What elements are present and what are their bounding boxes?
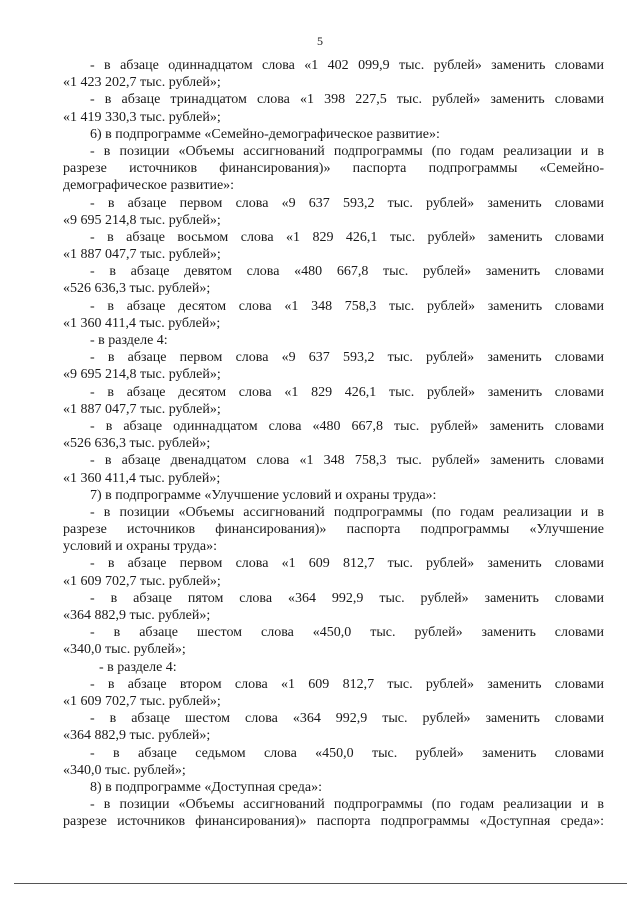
text-line: - в абзаце одиннадцатом слова «1 402 099,9 тыс. рублей» заменить словами	[90, 58, 604, 73]
text-line: разрезе источников финансирования)» паспорта подпрограммы «Доступная среда»:	[63, 814, 604, 830]
text-line: - в разделе 4:	[90, 333, 168, 348]
text-line: - в абзаце пятом слова «364 992,9 тыс. рублей» заменить словами	[90, 590, 604, 606]
page-number: 5	[317, 34, 323, 48]
text-line: «364 882,9 тыс. рублей»;	[63, 608, 211, 623]
text-line: «1 609 702,7 тыс. рублей»;	[63, 693, 221, 709]
text-line: «1 360 411,4 тыс. рублей»;	[63, 315, 221, 331]
text-line: - в абзаце шестом слова «450,0 тыс. рублей» заменить словами	[90, 625, 604, 641]
text-line: разрезе источников финансирования)» паспорта подпрограммы «Семейно-	[63, 161, 604, 177]
document-body	[63, 57, 604, 830]
scan-edge-line	[14, 883, 627, 884]
text-line: 6) в подпрограмме «Семейно-демографическое развитие»:	[90, 126, 440, 142]
text-line: - в позиции «Объемы ассигнований подпрограммы (по годам реализации и в	[90, 504, 604, 520]
text-line: «364 882,9 тыс. рублей»;	[63, 728, 211, 744]
text-line: «9 695 214,8 тыс. рублей»;	[63, 367, 221, 383]
text-line: «340,0 тыс. рублей»;	[63, 762, 186, 778]
text-line: - в абзаце шестом слова «364 992,9 тыс. рублей» заменить словами	[90, 711, 604, 727]
text-line: - в абзаце двенадцатом слова «1 348 758,3 тыс. рублей» заменить словами	[90, 453, 604, 469]
text-line: - в абзаце первом слова «9 637 593,2 тыс. рублей» заменить словами	[90, 195, 604, 211]
text-line: - в абзаце седьмом слова «450,0 тыс. рублей» заменить словами	[90, 745, 604, 761]
text-line: «1 887 047,7 тыс. рублей»;	[63, 247, 221, 263]
text-line: демографическое развитие»:	[63, 178, 235, 194]
text-line: «1 360 411,4 тыс. рублей»;	[63, 470, 221, 486]
text-line: «1 419 330,3 тыс. рублей»;	[63, 109, 221, 125]
text-line: «526 636,3 тыс. рублей»;	[63, 436, 211, 452]
text-line: - в позиции «Объемы ассигнований подпрограммы (по годам реализации и в	[90, 143, 604, 159]
text-line: «1 423 202,7 тыс. рублей»;	[63, 75, 221, 91]
text-line: 7) в подпрограмме «Улучшение условий и охраны труда»:	[90, 487, 437, 503]
text-line: - в абзаце первом слова «9 637 593,2 тыс. рублей» заменить словами	[90, 350, 604, 366]
text-line: - в абзаце втором слова «1 609 812,7 тыс. рублей» заменить словами	[90, 676, 604, 692]
text-line: условий и охраны труда»:	[63, 539, 217, 555]
text-line: - в абзаце десятом слова «1 829 426,1 тыс. рублей» заменить словами	[90, 384, 604, 400]
text-line: - в абзаце тринадцатом слова «1 398 227,5 тыс. рублей» заменить словами	[90, 92, 604, 108]
text-line: 8) в подпрограмме «Доступная среда»:	[90, 779, 323, 795]
text-line: «1 887 047,7 тыс. рублей»;	[63, 401, 221, 417]
text-line: - в разделе 4:	[99, 659, 177, 675]
text-line: «9 695 214,8 тыс. рублей»;	[63, 212, 221, 228]
text-line: - в абзаце восьмом слова «1 829 426,1 тыс. рублей» заменить словами	[90, 229, 604, 245]
text-line: «340,0 тыс. рублей»;	[63, 642, 186, 658]
text-line: разрезе источников финансирования)» паспорта подпрограммы «Улучшение	[63, 522, 604, 538]
text-line: - в позиции «Объемы ассигнований подпрограммы (по годам реализации и в	[90, 797, 604, 813]
text-line: - в абзаце десятом слова «1 348 758,3 тыс. рублей» заменить словами	[90, 298, 604, 314]
text-line: - в абзаце одиннадцатом слова «480 667,8 тыс. рублей» заменить словами	[90, 418, 604, 434]
text-line: - в абзаце девятом слова «480 667,8 тыс. рублей» заменить словами	[90, 264, 604, 280]
text-line: «526 636,3 тыс. рублей»;	[63, 281, 211, 297]
text-line: - в абзаце первом слова «1 609 812,7 тыс. рублей» заменить словами	[90, 556, 604, 572]
text-line: «1 609 702,7 тыс. рублей»;	[63, 573, 221, 589]
